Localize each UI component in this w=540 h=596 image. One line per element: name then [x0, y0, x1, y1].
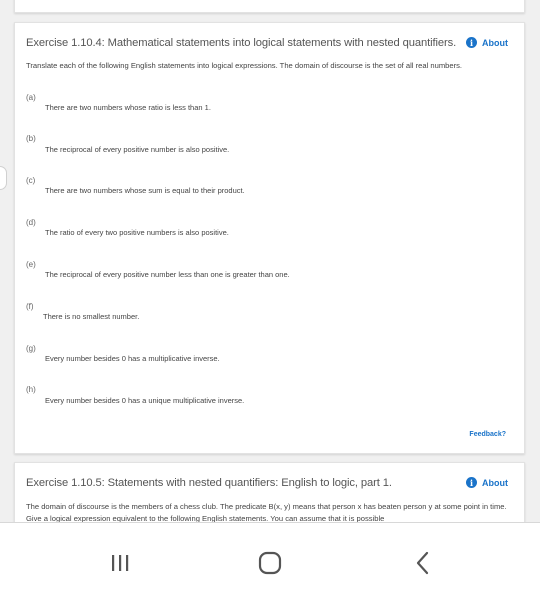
part-label: (f) [26, 302, 34, 311]
info-icon: i [466, 37, 477, 48]
previous-exercise-card [14, 0, 525, 13]
info-icon: i [466, 477, 477, 488]
about-label: About [482, 477, 508, 488]
part-label: (h) [26, 385, 36, 394]
part-label: (g) [26, 344, 36, 353]
part-label: (c) [26, 176, 36, 185]
part-statement: The ratio of every two positive numbers is also positive. [45, 228, 229, 237]
part-statement: There are two numbers whose sum is equal to their product. [45, 186, 245, 195]
feedback-link[interactable]: Feedback? [469, 431, 506, 438]
about-button[interactable] [466, 477, 508, 488]
part-label: (b) [26, 134, 36, 143]
part-statement: There are two numbers whose ratio is less than 1. [45, 103, 211, 112]
part-statement: There is no smallest number. [43, 312, 140, 321]
part-statement: The reciprocal of every positive number less than one is greater than one. [45, 270, 290, 279]
about-label: About [482, 37, 508, 48]
back-button[interactable] [403, 543, 443, 583]
home-button[interactable] [250, 543, 290, 583]
part-label: (d) [26, 218, 36, 227]
exercise-title: Exercise 1.10.4: Mathematical statements into logical statements with nested quantifiers. [26, 37, 457, 49]
exercise-title: Exercise 1.10.5: Statements with nested quantifiers: English to logic, part 1. [26, 477, 392, 489]
back-icon [413, 550, 433, 576]
exercise-instructions: The domain of discourse is the members of a chess club. The predicate B(x, y) means that person x has beaten person y at some point in time. Give a logical expression equivalent to the following English statements. You can assume that it is possible [26, 502, 507, 522]
part-label: (a) [26, 93, 36, 102]
system-navigation-bar [0, 522, 540, 596]
exercise-card [14, 462, 525, 522]
about-button[interactable] [466, 37, 508, 48]
exercise-instructions: Translate each of the following English statements into logical expressions. The domain of discourse is the set of all real numbers. [26, 61, 463, 70]
exercise-card [14, 22, 525, 454]
recents-button[interactable] [100, 543, 140, 583]
part-statement: Every number besides 0 has a unique multiplicative inverse. [45, 396, 245, 405]
part-statement: The reciprocal of every positive number is also positive. [45, 145, 230, 154]
part-label: (e) [26, 260, 36, 269]
side-panel-handle[interactable] [0, 166, 7, 190]
part-statement: Every number besides 0 has a multiplicative inverse. [45, 354, 220, 363]
recents-icon [108, 553, 132, 573]
home-icon [257, 550, 283, 576]
